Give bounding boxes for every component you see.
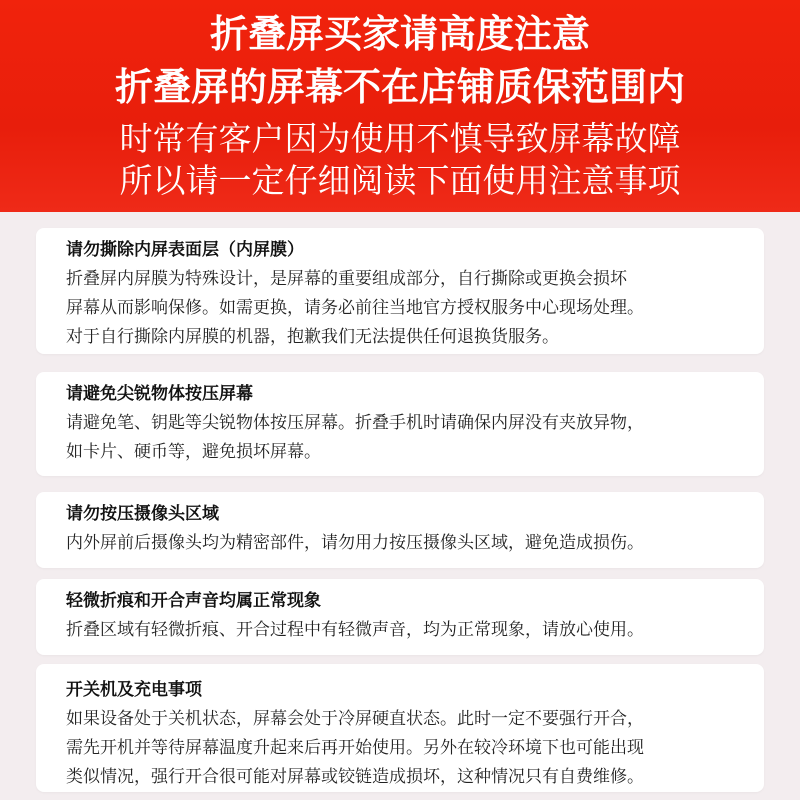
- notice-line: 对于自行撕除内屏膜的机器，抱歉我们无法提供任何退换货服务。: [66, 327, 559, 347]
- notice-title: 请勿撕除内屏表面层（内屏膜）: [66, 240, 304, 260]
- notice-line: 折叠屏内屏膜为特殊设计，是屏幕的重要组成部分，自行撕除或更换会损坏: [66, 269, 627, 289]
- notice-line: 内外屏前后摄像头均为精密部件，请勿用力按压摄像头区域，避免造成损伤。: [66, 533, 644, 553]
- banner-subline-1: 时常有客户因为使用不慎导致屏幕故障: [119, 119, 681, 158]
- notice-title: 请避免尖锐物体按压屏幕: [66, 384, 253, 404]
- notice-line: 如果设备处于关机状态，屏幕会处于冷屏硬直状态。此时一定不要强行开合，: [66, 709, 644, 729]
- notice-line: 请避免笔、钥匙等尖锐物体按压屏幕。折叠手机时请确保内屏没有夹放异物，: [66, 413, 644, 433]
- notice-card-crease-sound: [36, 579, 764, 655]
- notice-card-camera-area: [36, 492, 764, 568]
- notice-body: [66, 265, 764, 352]
- notice-body: [66, 705, 764, 792]
- notice-line: 需先开机并等待屏幕温度升起来后再开始使用。另外在较冷环境下也可能出现: [66, 738, 644, 758]
- banner-subline-2: 所以请一定仔细阅读下面使用注意事项: [119, 161, 681, 200]
- notice-body: [66, 529, 764, 558]
- notice-line: 如卡片、硬币等，避免损坏屏幕。: [66, 442, 321, 462]
- notice-body: [66, 409, 764, 467]
- banner-headline-1: 折叠屏买家请高度注意: [209, 12, 590, 56]
- notice-line: 折叠区域有轻微折痕、开合过程中有轻微声音，均为正常现象，请放心使用。: [66, 620, 644, 640]
- notice-card-inner-film: [36, 228, 764, 354]
- notice-title: 轻微折痕和开合声音均属正常现象: [66, 591, 321, 611]
- notice-card-sharp-objects: [36, 372, 764, 476]
- notice-title: 开关机及充电事项: [66, 680, 202, 700]
- banner-headline-2: 折叠屏的屏幕不在店铺质保范围内: [114, 65, 685, 109]
- notice-title: 请勿按压摄像头区域: [66, 504, 219, 524]
- notice-line: 类似情况，强行开合很可能对屏幕或铰链造成损坏，这种情况只有自费维修。: [66, 767, 644, 787]
- notice-card-power-charging: [36, 664, 764, 792]
- notice-body: [66, 616, 764, 645]
- warning-banner: [0, 0, 800, 212]
- notice-line: 屏幕从而影响保修。如需更换，请务必前往当地官方授权服务中心现场处理。: [66, 298, 644, 318]
